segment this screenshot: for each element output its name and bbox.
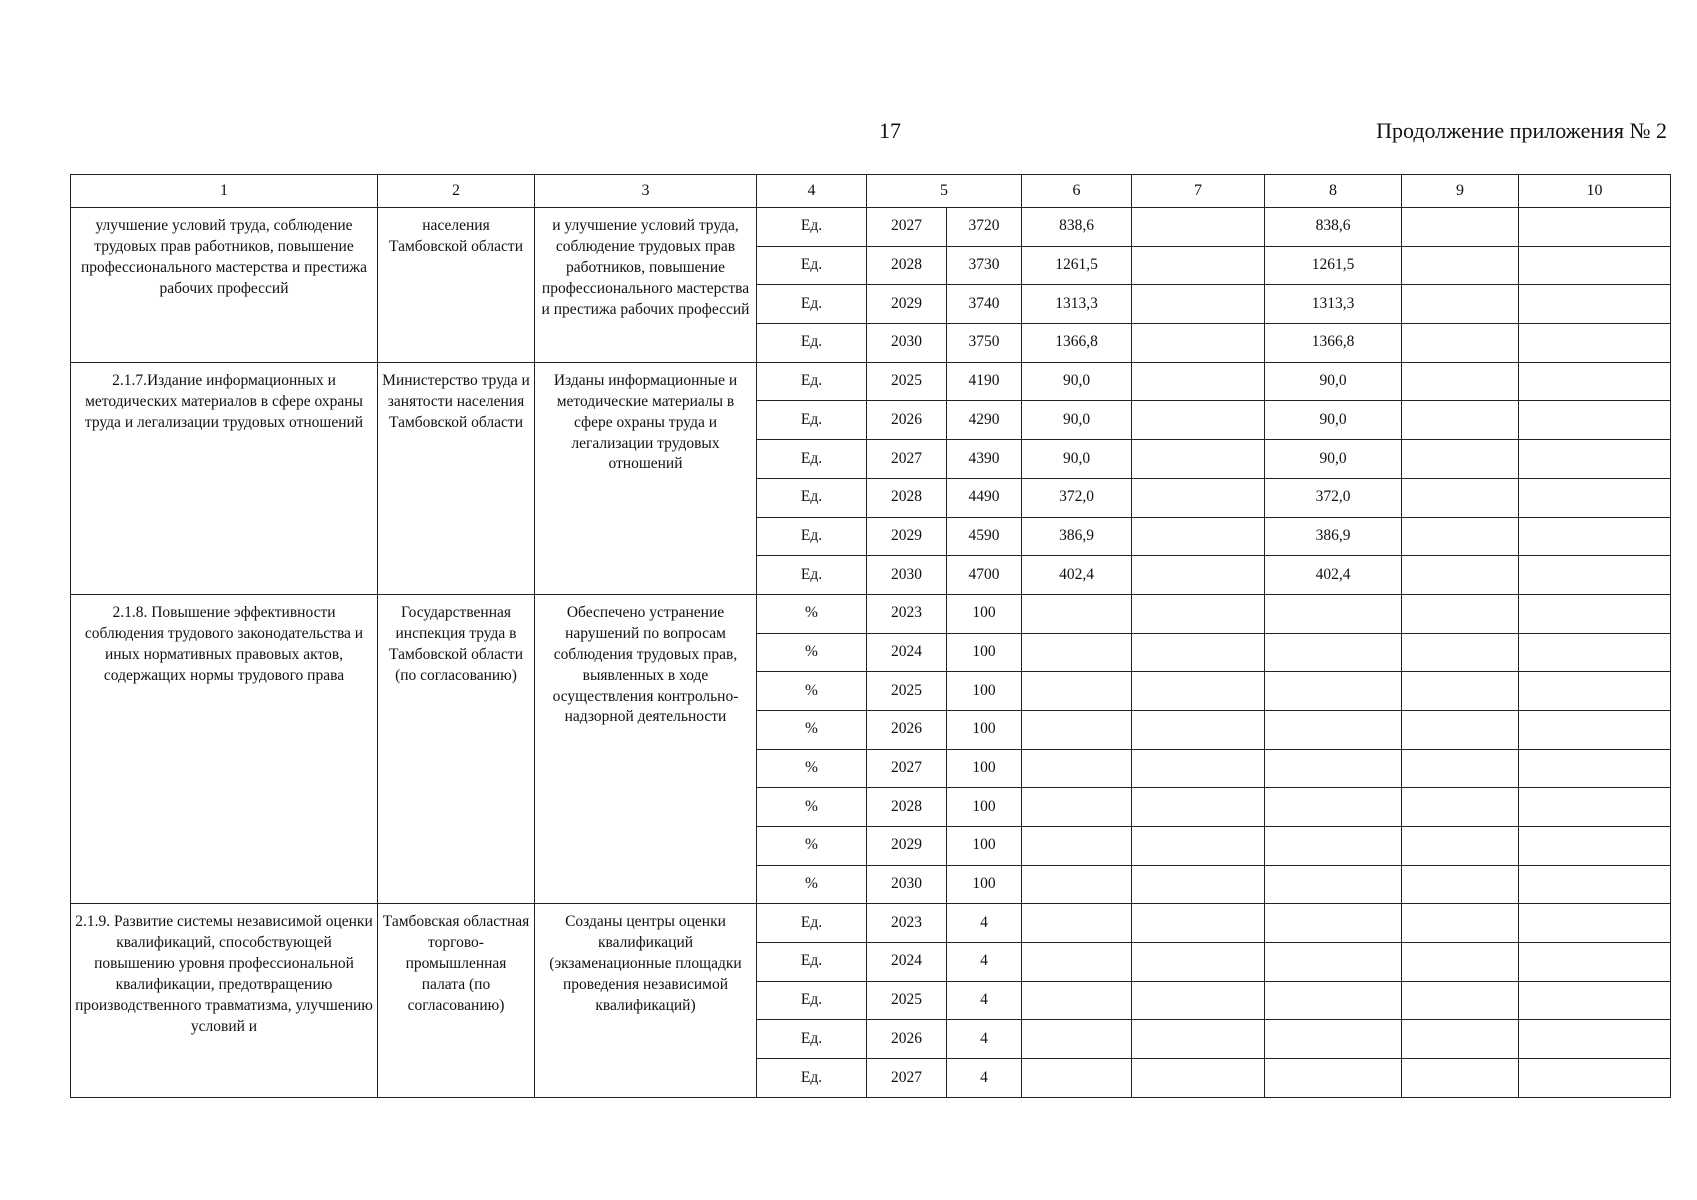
col10-cell [1519, 556, 1671, 595]
col8-cell: 402,4 [1265, 556, 1402, 595]
value-cell: 4390 [947, 440, 1022, 479]
col9-cell [1402, 478, 1519, 517]
col7-cell [1132, 633, 1265, 672]
col8-cell [1265, 904, 1402, 943]
result-cell: и улучшение условий труда, соблюдение трудовых прав работников, повышение профессионального мастерства и престижа рабочих профессий [535, 208, 757, 363]
unit-cell: Ед. [757, 478, 867, 517]
col9-cell [1402, 1059, 1519, 1098]
col6-cell [1022, 904, 1132, 943]
col6-cell [1022, 981, 1132, 1020]
unit-cell: Ед. [757, 904, 867, 943]
col7-cell [1132, 517, 1265, 556]
column-header: 5 [867, 175, 1022, 208]
col8-cell [1265, 827, 1402, 866]
year-cell: 2025 [867, 362, 947, 401]
col10-cell [1519, 208, 1671, 247]
col7-cell [1132, 401, 1265, 440]
value-cell: 3730 [947, 246, 1022, 285]
col10-cell [1519, 943, 1671, 982]
col8-cell: 90,0 [1265, 440, 1402, 479]
col6-cell [1022, 1059, 1132, 1098]
year-cell: 2023 [867, 904, 947, 943]
col10-cell [1519, 865, 1671, 904]
value-cell: 100 [947, 749, 1022, 788]
col10-cell [1519, 246, 1671, 285]
value-cell: 4490 [947, 478, 1022, 517]
value-cell: 4590 [947, 517, 1022, 556]
year-cell: 2029 [867, 285, 947, 324]
value-cell: 3720 [947, 208, 1022, 247]
col9-cell [1402, 672, 1519, 711]
col7-cell [1132, 362, 1265, 401]
col7-cell [1132, 556, 1265, 595]
col9-cell [1402, 285, 1519, 324]
unit-cell: Ед. [757, 285, 867, 324]
col7-cell [1132, 324, 1265, 363]
col7-cell [1132, 440, 1265, 479]
value-cell: 100 [947, 865, 1022, 904]
value-cell: 3740 [947, 285, 1022, 324]
appendix-note: Продолжение приложения № 2 [1376, 118, 1667, 143]
col6-cell: 838,6 [1022, 208, 1132, 247]
year-cell: 2028 [867, 246, 947, 285]
col10-cell [1519, 788, 1671, 827]
task-cell: 2.1.8. Повышение эффективности соблюдения трудового законодательства и иных нормативных правовых актов, содержащих нормы трудового права [71, 594, 378, 904]
col10-cell [1519, 749, 1671, 788]
page-number: 17 [879, 118, 901, 143]
col6-cell: 90,0 [1022, 440, 1132, 479]
col8-cell: 372,0 [1265, 478, 1402, 517]
unit-cell: % [757, 865, 867, 904]
year-cell: 2024 [867, 943, 947, 982]
col7-cell [1132, 1059, 1265, 1098]
col9-cell [1402, 865, 1519, 904]
result-cell: Изданы информационные и методические материалы в сфере охраны труда и легализации трудовых отношений [535, 362, 757, 594]
column-header: 6 [1022, 175, 1132, 208]
task-cell: улучшение условий труда, соблюдение трудовых прав работников, повышение профессионального мастерства и престижа рабочих профессий [71, 208, 378, 363]
unit-cell: % [757, 827, 867, 866]
column-header: 2 [378, 175, 535, 208]
col9-cell [1402, 324, 1519, 363]
col6-cell [1022, 710, 1132, 749]
col8-cell [1265, 943, 1402, 982]
col7-cell [1132, 285, 1265, 324]
unit-cell: % [757, 672, 867, 711]
col8-cell [1265, 672, 1402, 711]
value-cell: 4 [947, 904, 1022, 943]
col10-cell [1519, 827, 1671, 866]
year-cell: 2026 [867, 710, 947, 749]
year-cell: 2026 [867, 1020, 947, 1059]
col7-cell [1132, 749, 1265, 788]
col8-cell [1265, 1020, 1402, 1059]
value-cell: 4 [947, 981, 1022, 1020]
col7-cell [1132, 594, 1265, 633]
col10-cell [1519, 594, 1671, 633]
col6-cell: 1313,3 [1022, 285, 1132, 324]
col7-cell [1132, 246, 1265, 285]
column-header: 7 [1132, 175, 1265, 208]
col8-cell [1265, 865, 1402, 904]
col10-cell [1519, 672, 1671, 711]
col9-cell [1402, 633, 1519, 672]
year-cell: 2029 [867, 827, 947, 866]
col6-cell [1022, 633, 1132, 672]
col8-cell [1265, 594, 1402, 633]
table-row [71, 208, 1671, 247]
col8-cell [1265, 1059, 1402, 1098]
column-header: 8 [1265, 175, 1402, 208]
col9-cell [1402, 1020, 1519, 1059]
year-cell: 2026 [867, 401, 947, 440]
value-cell: 100 [947, 827, 1022, 866]
value-cell: 100 [947, 633, 1022, 672]
col6-cell: 1366,8 [1022, 324, 1132, 363]
year-cell: 2027 [867, 1059, 947, 1098]
col8-cell [1265, 788, 1402, 827]
col7-cell [1132, 827, 1265, 866]
col8-cell: 838,6 [1265, 208, 1402, 247]
value-cell: 4290 [947, 401, 1022, 440]
task-cell: 2.1.7.Издание информационных и методических материалов в сфере охраны труда и легализации трудовых отношений [71, 362, 378, 594]
col9-cell [1402, 788, 1519, 827]
unit-cell: Ед. [757, 943, 867, 982]
col6-cell: 90,0 [1022, 362, 1132, 401]
col7-cell [1132, 981, 1265, 1020]
col10-cell [1519, 904, 1671, 943]
value-cell: 100 [947, 672, 1022, 711]
value-cell: 4 [947, 943, 1022, 982]
col6-cell [1022, 788, 1132, 827]
unit-cell: Ед. [757, 1020, 867, 1059]
program-table [70, 174, 1671, 1098]
year-cell: 2030 [867, 556, 947, 595]
year-cell: 2028 [867, 478, 947, 517]
value-cell: 4190 [947, 362, 1022, 401]
col6-cell: 402,4 [1022, 556, 1132, 595]
col9-cell [1402, 208, 1519, 247]
col6-cell [1022, 749, 1132, 788]
col10-cell [1519, 517, 1671, 556]
value-cell: 3750 [947, 324, 1022, 363]
col9-cell [1402, 556, 1519, 595]
value-cell: 4 [947, 1020, 1022, 1059]
col10-cell [1519, 440, 1671, 479]
year-cell: 2027 [867, 208, 947, 247]
unit-cell: Ед. [757, 362, 867, 401]
unit-cell: Ед. [757, 440, 867, 479]
col6-cell [1022, 943, 1132, 982]
col8-cell: 90,0 [1265, 362, 1402, 401]
year-cell: 2024 [867, 633, 947, 672]
result-cell: Созданы центры оценки квалификаций (экзаменационные площадки проведения независимой квалификаций) [535, 904, 757, 1097]
col7-cell [1132, 943, 1265, 982]
unit-cell: Ед. [757, 246, 867, 285]
column-header: 1 [71, 175, 378, 208]
col6-cell [1022, 827, 1132, 866]
year-cell: 2030 [867, 324, 947, 363]
col8-cell: 386,9 [1265, 517, 1402, 556]
column-header: 10 [1519, 175, 1671, 208]
table-row [71, 594, 1671, 633]
unit-cell: % [757, 594, 867, 633]
value-cell: 4 [947, 1059, 1022, 1098]
value-cell: 100 [947, 788, 1022, 827]
col7-cell [1132, 710, 1265, 749]
column-number-row [71, 175, 1671, 208]
col8-cell [1265, 749, 1402, 788]
unit-cell: Ед. [757, 1059, 867, 1098]
col9-cell [1402, 246, 1519, 285]
year-cell: 2030 [867, 865, 947, 904]
value-cell: 100 [947, 710, 1022, 749]
executor-cell: Министерство труда и занятости населения Тамбовской области [378, 362, 535, 594]
year-cell: 2029 [867, 517, 947, 556]
col7-cell [1132, 672, 1265, 711]
col10-cell [1519, 324, 1671, 363]
table-row [71, 362, 1671, 401]
year-cell: 2028 [867, 788, 947, 827]
unit-cell: % [757, 710, 867, 749]
table-body [71, 208, 1671, 1098]
year-cell: 2025 [867, 981, 947, 1020]
col8-cell: 1366,8 [1265, 324, 1402, 363]
unit-cell: Ед. [757, 208, 867, 247]
col9-cell [1402, 827, 1519, 866]
year-cell: 2025 [867, 672, 947, 711]
col9-cell [1402, 749, 1519, 788]
col10-cell [1519, 981, 1671, 1020]
col9-cell [1402, 904, 1519, 943]
col7-cell [1132, 865, 1265, 904]
col7-cell [1132, 788, 1265, 827]
col7-cell [1132, 208, 1265, 247]
unit-cell: % [757, 749, 867, 788]
col6-cell: 372,0 [1022, 478, 1132, 517]
col10-cell [1519, 401, 1671, 440]
col10-cell [1519, 710, 1671, 749]
col9-cell [1402, 981, 1519, 1020]
col9-cell [1402, 440, 1519, 479]
col6-cell [1022, 672, 1132, 711]
col6-cell: 90,0 [1022, 401, 1132, 440]
col8-cell: 1261,5 [1265, 246, 1402, 285]
col10-cell [1519, 1020, 1671, 1059]
unit-cell: % [757, 788, 867, 827]
col8-cell: 90,0 [1265, 401, 1402, 440]
col7-cell [1132, 478, 1265, 517]
executor-cell: населения Тамбовской области [378, 208, 535, 363]
value-cell: 4700 [947, 556, 1022, 595]
col9-cell [1402, 943, 1519, 982]
col8-cell [1265, 710, 1402, 749]
unit-cell: Ед. [757, 401, 867, 440]
col9-cell [1402, 401, 1519, 440]
year-cell: 2027 [867, 749, 947, 788]
col8-cell [1265, 633, 1402, 672]
unit-cell: Ед. [757, 981, 867, 1020]
col7-cell [1132, 1020, 1265, 1059]
table-row [71, 904, 1671, 943]
task-cell: 2.1.9. Развитие системы независимой оценки квалификаций, способствующей повышению уровня профессиональной квалификации, предотвращению производственного травматизма, улучшению условий и [71, 904, 378, 1097]
col10-cell [1519, 285, 1671, 324]
col9-cell [1402, 594, 1519, 633]
col6-cell: 1261,5 [1022, 246, 1132, 285]
column-header: 9 [1402, 175, 1519, 208]
unit-cell: Ед. [757, 556, 867, 595]
year-cell: 2023 [867, 594, 947, 633]
column-header: 4 [757, 175, 867, 208]
col8-cell: 1313,3 [1265, 285, 1402, 324]
col7-cell [1132, 904, 1265, 943]
col10-cell [1519, 478, 1671, 517]
col10-cell [1519, 1059, 1671, 1098]
unit-cell: Ед. [757, 324, 867, 363]
col8-cell [1265, 981, 1402, 1020]
result-cell: Обеспечено устранение нарушений по вопросам соблюдения трудовых прав, выявленных в ходе осуществления контрольно-надзорной деятельности [535, 594, 757, 904]
column-header: 3 [535, 175, 757, 208]
col6-cell [1022, 865, 1132, 904]
col9-cell [1402, 362, 1519, 401]
col9-cell [1402, 517, 1519, 556]
col6-cell [1022, 1020, 1132, 1059]
unit-cell: Ед. [757, 517, 867, 556]
col6-cell [1022, 594, 1132, 633]
col9-cell [1402, 710, 1519, 749]
year-cell: 2027 [867, 440, 947, 479]
col10-cell [1519, 633, 1671, 672]
col10-cell [1519, 362, 1671, 401]
unit-cell: % [757, 633, 867, 672]
executor-cell: Государственная инспекция труда в Тамбовской области (по согласованию) [378, 594, 535, 904]
value-cell: 100 [947, 594, 1022, 633]
executor-cell: Тамбовская областная торгово-промышленная палата (по согласованию) [378, 904, 535, 1097]
col6-cell: 386,9 [1022, 517, 1132, 556]
